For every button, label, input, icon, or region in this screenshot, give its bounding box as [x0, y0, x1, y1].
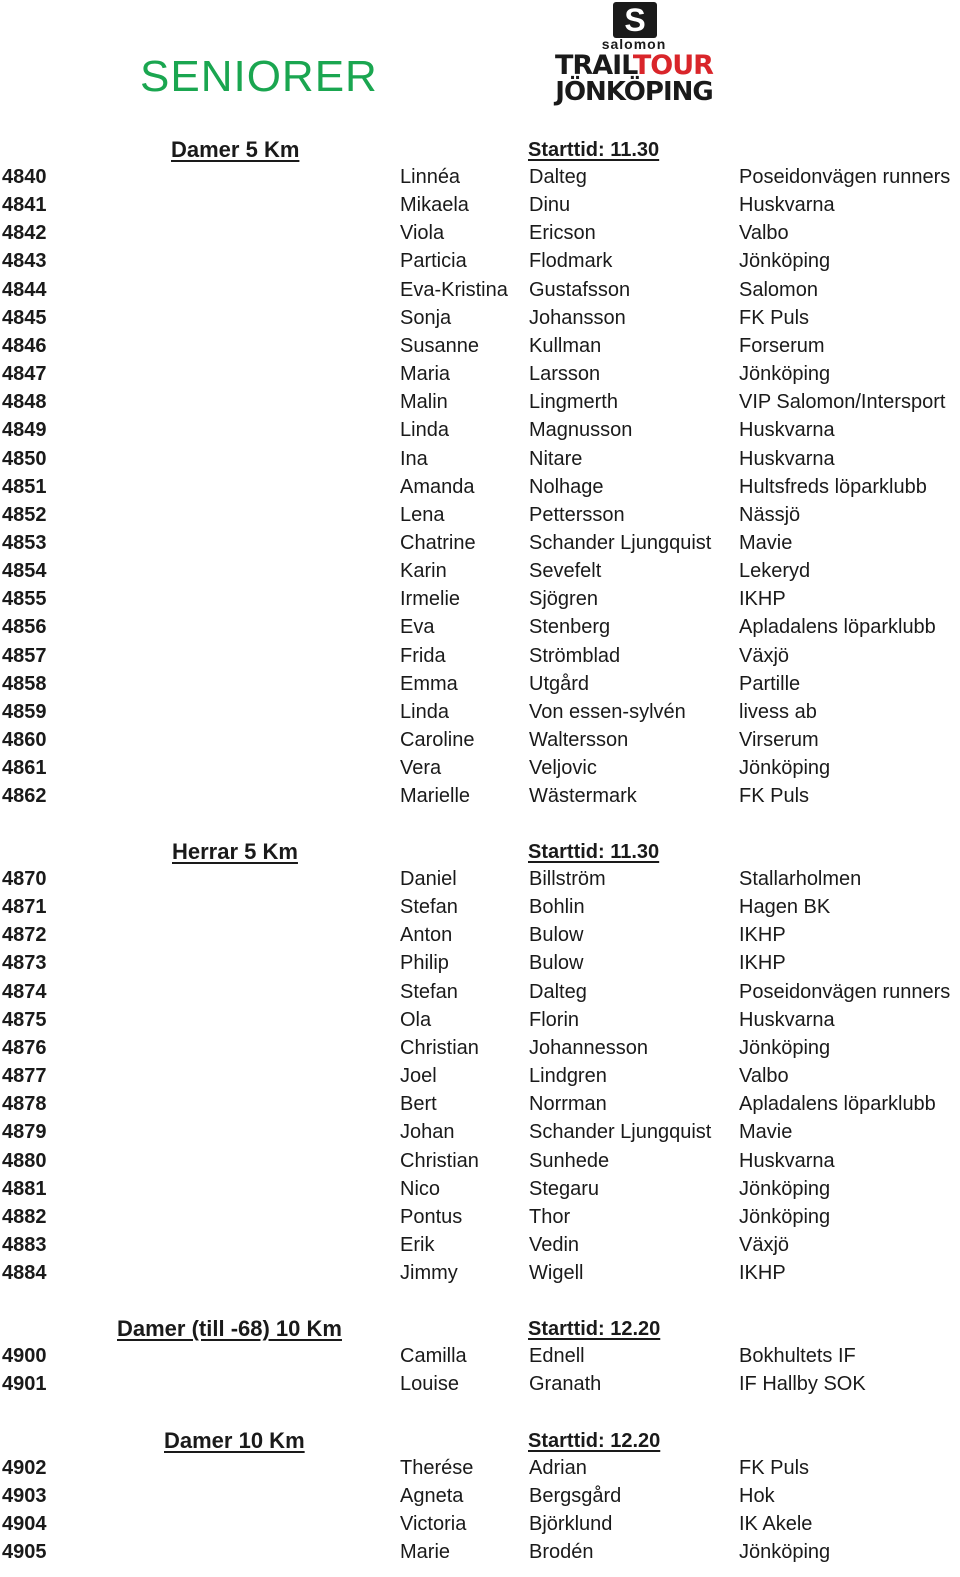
last-name: Utgård [529, 672, 590, 695]
club: Hok [739, 1485, 775, 1508]
last-name: Bulow [529, 924, 584, 947]
section-start-time: Starttid: 12.20 [528, 1430, 661, 1452]
club: Hultsfreds löparklubb [739, 475, 927, 498]
bib-number: 4903 [2, 1485, 47, 1508]
club: IKHP [739, 588, 786, 611]
bib-number: 4883 [2, 1233, 47, 1256]
bib-number: 4848 [2, 391, 47, 414]
last-name: Sevefelt [529, 560, 602, 583]
last-name: Kullman [529, 334, 602, 357]
bib-number: 4871 [2, 896, 47, 919]
table-row [0, 532, 960, 560]
last-name: Wästermark [529, 785, 637, 808]
table-row [0, 1234, 960, 1262]
last-name: Johansson [529, 306, 626, 329]
bib-number: 4847 [2, 363, 47, 386]
bib-number: 4870 [2, 868, 47, 890]
last-name: Schander Ljungquist [529, 531, 712, 554]
first-name: Particia [400, 250, 467, 273]
table-row [0, 1541, 960, 1569]
table-row [0, 757, 960, 785]
table-row [0, 1262, 960, 1290]
club: Huskvarna [739, 1149, 835, 1172]
table-row [0, 363, 960, 391]
club: Bokhultets IF [739, 1345, 856, 1367]
last-name: Nolhage [529, 475, 604, 498]
club: FK Puls [739, 785, 810, 808]
last-name: Wigell [529, 1262, 584, 1285]
bib-number: 4842 [2, 222, 47, 245]
last-name: Ednell [529, 1345, 585, 1367]
table-row [0, 448, 960, 476]
bib-number: 4904 [2, 1513, 47, 1536]
club: Poseidonvägen runners [739, 166, 951, 188]
first-name: Christian [400, 1036, 479, 1059]
bib-number: 4853 [2, 531, 47, 554]
last-name: Billström [529, 868, 606, 890]
club: Växjö [739, 644, 790, 667]
bib-number: 4860 [2, 729, 47, 751]
page-title: SENIORER [140, 52, 378, 101]
last-name: Von essen-sylvén [529, 700, 686, 723]
first-name: Linda [400, 419, 449, 442]
bib-number: 4861 [2, 757, 47, 780]
last-name: Dalteg [529, 980, 587, 1003]
club: Salomon [739, 278, 818, 301]
last-name: Lingmerth [529, 391, 618, 414]
club: Jönköping [739, 363, 831, 386]
table-row [0, 166, 960, 194]
club: Huskvarna [739, 447, 835, 470]
first-name: Daniel [400, 868, 457, 890]
club: Jönköping [739, 1177, 831, 1200]
bib-number: 4881 [2, 1177, 47, 1200]
first-name: Camilla [400, 1345, 467, 1367]
bib-number: 4840 [2, 166, 47, 188]
bib-number: 4879 [2, 1121, 47, 1144]
club: Virserum [739, 729, 819, 751]
club: IF Hallby SOK [739, 1373, 866, 1396]
first-name: Linnéa [400, 166, 461, 188]
table-row [0, 250, 960, 278]
table-row [0, 307, 960, 335]
bib-number: 4844 [2, 278, 47, 301]
bib-number: 4851 [2, 475, 47, 498]
first-name: Amanda [400, 475, 475, 498]
club: Jönköping [739, 1036, 831, 1059]
first-name: Lena [400, 503, 445, 526]
first-name: Anton [400, 924, 453, 947]
logo-city: JÖNKÖPING [555, 77, 713, 107]
club: Huskvarna [739, 419, 835, 442]
bib-number: 4845 [2, 306, 47, 329]
first-name: Marie [400, 1541, 451, 1564]
first-name: Stefan [400, 980, 458, 1003]
section-start-time: Starttid: 12.20 [528, 1318, 661, 1340]
table-row [0, 616, 960, 644]
bib-number: 4846 [2, 334, 47, 357]
table-row [0, 952, 960, 980]
section-start-time: Starttid: 11.30 [528, 139, 660, 161]
first-name: Therése [400, 1457, 474, 1479]
bib-number: 4882 [2, 1205, 47, 1228]
first-name: Linda [400, 700, 449, 723]
club: Forserum [739, 334, 825, 357]
last-name: Norrman [529, 1093, 607, 1116]
last-name: Sunhede [529, 1149, 610, 1172]
table-row [0, 335, 960, 363]
last-name: Stenberg [529, 616, 611, 639]
bib-number: 4900 [2, 1345, 47, 1367]
club: Jönköping [739, 1541, 831, 1564]
table-row [0, 1009, 960, 1037]
first-name: Vera [400, 757, 442, 780]
first-name: Emma [400, 672, 458, 695]
first-name: Viola [400, 222, 445, 245]
first-name: Marielle [400, 785, 471, 808]
club: Jönköping [739, 757, 831, 780]
first-name: Chatrine [400, 531, 476, 554]
bib-number: 4880 [2, 1149, 47, 1172]
first-name: Frida [400, 644, 446, 667]
club: IKHP [739, 952, 786, 975]
first-name: Joel [400, 1065, 437, 1088]
first-name: Victoria [400, 1513, 467, 1536]
club: Partille [739, 672, 801, 695]
salomon-trail-tour-logo [530, 2, 738, 107]
last-name: Sjögren [529, 588, 598, 611]
last-name: Flodmark [529, 250, 613, 273]
last-name: Bergsgård [529, 1485, 622, 1508]
first-name: Louise [400, 1373, 459, 1396]
club: FK Puls [739, 1457, 810, 1479]
club: Huskvarna [739, 194, 835, 217]
first-name: Maria [400, 363, 451, 386]
logo-trail: TRAIL [555, 50, 633, 81]
bib-number: 4878 [2, 1093, 47, 1116]
first-name: Susanne [400, 334, 479, 357]
first-name: Agneta [400, 1485, 464, 1508]
club: VIP Salomon/Intersport [739, 391, 946, 414]
bib-number: 4901 [2, 1373, 47, 1396]
last-name: Ericson [529, 222, 596, 245]
bib-number: 4850 [2, 447, 47, 470]
bib-number: 4905 [2, 1541, 47, 1564]
last-name: Gustafsson [529, 278, 631, 301]
bib-number: 4872 [2, 924, 47, 947]
table-row [0, 1150, 960, 1178]
bib-number: 4873 [2, 952, 47, 975]
table-row [0, 1037, 960, 1065]
last-name: Johannesson [529, 1036, 648, 1059]
table-row [0, 896, 960, 924]
last-name: Larsson [529, 363, 601, 386]
club: Nässjö [739, 503, 801, 526]
bib-number: 4862 [2, 785, 47, 808]
first-name: Erik [400, 1233, 435, 1256]
club: Växjö [739, 1233, 790, 1256]
first-name: Jimmy [400, 1262, 458, 1285]
table-row [0, 981, 960, 1009]
table-row [0, 1093, 960, 1121]
table-row [0, 729, 960, 757]
club: Stallarholmen [739, 868, 862, 890]
bib-number: 4902 [2, 1457, 47, 1479]
club: IKHP [739, 924, 786, 947]
first-name: Stefan [400, 896, 458, 919]
table-row [0, 1457, 960, 1485]
table-row [0, 391, 960, 419]
club: FK Puls [739, 306, 810, 329]
club: Poseidonvägen runners [739, 980, 951, 1003]
first-name: Karin [400, 560, 447, 583]
table-row [0, 785, 960, 813]
first-name: Sonja [400, 306, 452, 329]
first-name: Irmelie [400, 588, 461, 611]
bib-number: 4876 [2, 1036, 47, 1059]
last-name: Dinu [529, 194, 571, 217]
table-row [0, 1513, 960, 1541]
last-name: Florin [529, 1008, 580, 1031]
table-row [0, 1485, 960, 1513]
club: Mavie [739, 531, 793, 554]
table-row [0, 701, 960, 729]
last-name: Stegaru [529, 1177, 600, 1200]
table-row [0, 504, 960, 532]
last-name: Bohlin [529, 896, 585, 919]
logo-tour: TOUR [632, 50, 713, 81]
table-row [0, 1373, 960, 1401]
club: IK Akele [739, 1513, 813, 1536]
bib-number: 4854 [2, 560, 47, 583]
bib-number: 4859 [2, 700, 47, 723]
last-name: Granath [529, 1373, 602, 1396]
last-name: Nitare [529, 447, 583, 470]
table-row [0, 1206, 960, 1234]
first-name: Mikaela [400, 194, 469, 217]
last-name: Björklund [529, 1513, 613, 1536]
table-row [0, 645, 960, 673]
table-row [0, 476, 960, 504]
table-row [0, 194, 960, 222]
bib-number: 4858 [2, 672, 47, 695]
section-title-damer-10km: Damer 10 Km [164, 1428, 305, 1453]
first-name: Bert [400, 1093, 437, 1116]
table-row [0, 222, 960, 250]
first-name: Ola [400, 1008, 432, 1031]
bib-number: 4856 [2, 616, 47, 639]
first-name: Johan [400, 1121, 455, 1144]
first-name: Eva [400, 616, 435, 639]
club: Valbo [739, 222, 789, 245]
club: Apladalens löparklubb [739, 616, 936, 639]
club: Hagen BK [739, 896, 831, 919]
table-row [0, 868, 960, 896]
bib-number: 4857 [2, 644, 47, 667]
last-name: Lindgren [529, 1065, 607, 1088]
last-name: Schander Ljungquist [529, 1121, 712, 1144]
club: Huskvarna [739, 1008, 835, 1031]
bib-number: 4884 [2, 1262, 47, 1285]
table-row [0, 1065, 960, 1093]
club: Valbo [739, 1065, 789, 1088]
last-name: Vedin [529, 1233, 580, 1256]
first-name: Philip [400, 952, 449, 975]
bib-number: 4855 [2, 588, 47, 611]
bib-number: 4841 [2, 194, 47, 217]
last-name: Magnusson [529, 419, 633, 442]
bib-number: 4843 [2, 250, 47, 273]
table-row [0, 1345, 960, 1373]
club: Lekeryd [739, 560, 811, 583]
last-name: Dalteg [529, 166, 587, 188]
salomon-s-icon: S [613, 2, 657, 38]
last-name: Brodén [529, 1541, 594, 1564]
logo-brand: salomon [601, 36, 667, 52]
club: Mavie [739, 1121, 793, 1144]
last-name: Thor [529, 1205, 571, 1228]
bib-number: 4852 [2, 503, 47, 526]
club: Jönköping [739, 1205, 831, 1228]
table-row [0, 1121, 960, 1149]
bib-number: 4877 [2, 1065, 47, 1088]
table-row [0, 419, 960, 447]
first-name: Christian [400, 1149, 479, 1172]
bib-number: 4875 [2, 1008, 47, 1031]
table-row [0, 1178, 960, 1206]
first-name: Caroline [400, 729, 475, 751]
last-name: Veljovic [529, 757, 597, 780]
table-row [0, 588, 960, 616]
last-name: Pettersson [529, 503, 625, 526]
table-row [0, 924, 960, 952]
table-row [0, 560, 960, 588]
first-name: Pontus [400, 1205, 463, 1228]
bib-number: 4874 [2, 980, 47, 1003]
first-name: Malin [400, 391, 448, 414]
bib-number: 4849 [2, 419, 47, 442]
club: livess ab [739, 700, 817, 723]
last-name: Waltersson [529, 729, 629, 751]
section-title-herrar-5km: Herrar 5 Km [172, 839, 298, 864]
club: Jönköping [739, 250, 831, 273]
last-name: Strömblad [529, 644, 621, 667]
section-title-damer-5km: Damer 5 Km [171, 137, 300, 162]
table-row [0, 279, 960, 307]
first-name: Ina [400, 447, 428, 470]
section-start-time: Starttid: 11.30 [528, 841, 660, 863]
club: Apladalens löparklubb [739, 1093, 936, 1116]
last-name: Bulow [529, 952, 584, 975]
first-name: Nico [400, 1177, 441, 1200]
table-row [0, 673, 960, 701]
first-name: Eva-Kristina [400, 278, 508, 301]
club: IKHP [739, 1262, 786, 1285]
section-title-damer-till-68-10km: Damer (till -68) 10 Km [117, 1316, 342, 1341]
last-name: Adrian [529, 1457, 587, 1479]
